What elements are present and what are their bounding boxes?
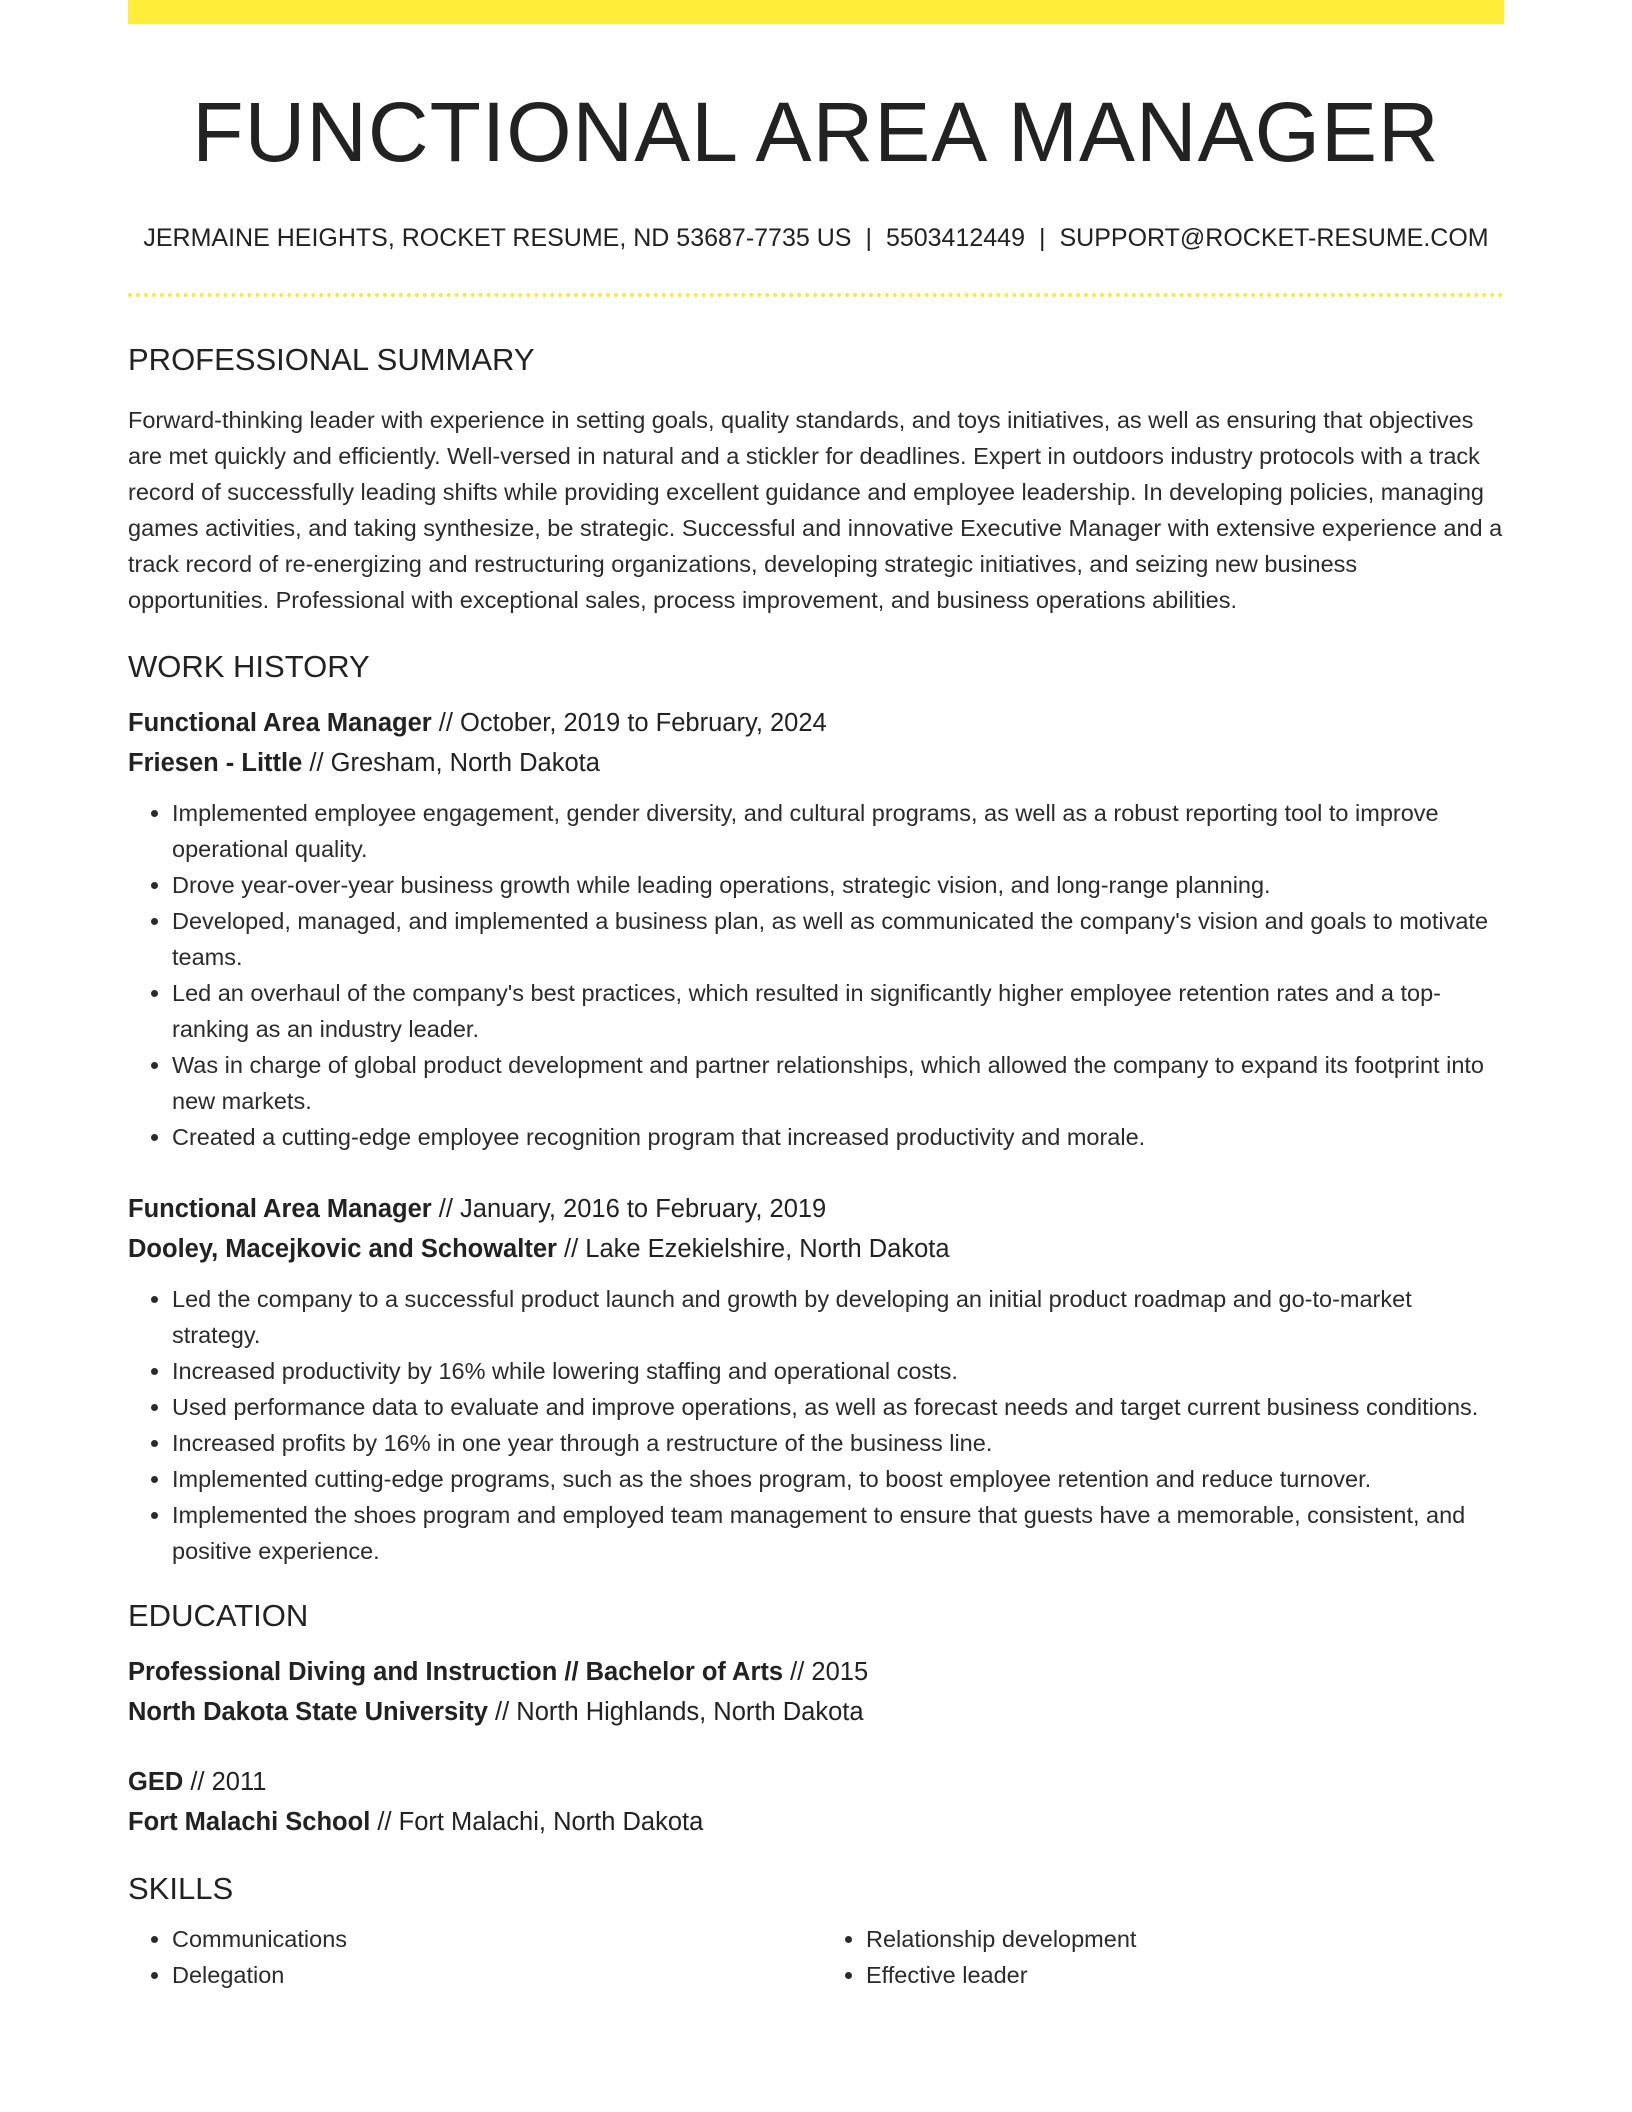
skill-item: • Delegation (172, 1957, 816, 1993)
job-bullet: • Increased profits by 16% in one year through a restructure of the business line. (172, 1425, 1504, 1461)
job-entry (128, 703, 1504, 1155)
education-school: Fort Malachi School (128, 1808, 371, 1837)
job-bullet: • Implemented employee engagement, gender diversity, and cultural programs, as well as a robust reporting tool to improve operational quality. (172, 795, 1504, 867)
section-title-summary: PROFESSIONAL SUMMARY (128, 341, 535, 377)
job-bullet: • Led the company to a successful product launch and growth by developing an initial product roadmap and go-to-market strategy. (172, 1281, 1504, 1353)
education-school: North Dakota State University (128, 1698, 488, 1727)
contact-separator: | (865, 223, 872, 252)
skills-section (128, 1870, 1504, 1993)
education-entry (128, 1652, 1504, 1732)
education-location: // North Highlands, North Dakota (487, 1698, 864, 1727)
skill-item: • Effective leader (866, 1957, 1504, 1993)
job-bullets (128, 795, 1504, 1155)
job-role: Functional Area Manager (128, 1194, 432, 1223)
job-bullet: • Used performance data to evaluate and improve operations, as well as forecast needs and target current business conditions. (172, 1389, 1504, 1425)
education-school-line (128, 1692, 1504, 1732)
resume-title: FUNCTIONAL AREA MANAGER (192, 85, 1440, 179)
summary-text: Forward-thinking leader with experience in setting goals, quality standards, and toys initiatives, as well as ensuring that objectives are met quickly and efficiently. Well-versed in natural and a stickler for deadlines. Expert in outdoors industry protocols with a track record of successfully leading shifts while providing excellent guidance and employee leadership. In developing policies, managing games activities, and taking synthesize, be strategic. Successful and innovative Executive Manager with extensive experience and a track record of re-energizing and restructuring organizations, developing strategic initiatives, and seizing new business opportunities. Professional with exceptional sales, process improvement, and business operations abilities. (128, 406, 1503, 613)
job-bullet: • Developed, managed, and implemented a business plan, as well as communicated the company's vision and goals to motivate teams. (172, 903, 1504, 975)
job-bullet: • Implemented the shoes program and employed team management to ensure that guests have a memorable, consistent, and positive experience. (172, 1497, 1504, 1569)
contact-separator: | (1038, 223, 1046, 252)
job-bullet: • Implemented cutting-edge programs, such as the shoes program, to boost employee retention and reduce turnover. (172, 1461, 1504, 1497)
section-title-skills: SKILLS (128, 1871, 234, 1907)
contact-phone: 5503412449 (885, 223, 1025, 252)
education-degree-line (128, 1652, 1504, 1692)
contact-line (128, 223, 1504, 253)
job-bullet: • Was in charge of global product development and partner relationships, which allowed the company to expand its footprint into new markets. (172, 1047, 1504, 1119)
job-company: Friesen - Little (128, 748, 303, 777)
top-accent-bar (128, 0, 1504, 24)
work-history-section (128, 648, 1504, 1569)
job-location: // Gresham, North Dakota (302, 748, 600, 777)
education-year: // 2015 (783, 1658, 869, 1687)
job-bullet: • Led an overhaul of the company's best practices, which resulted in significantly higher employee retention rates and a top-ranking as an industry leader. (172, 975, 1504, 1047)
contact-address: JERMAINE HEIGHTS, ROCKET RESUME, ND 53687-7735 US (143, 223, 852, 252)
skills-column-right (816, 1921, 1504, 1993)
job-company: Dooley, Macejkovic and Schowalter (128, 1234, 557, 1263)
job-role-line (128, 703, 1504, 743)
job-location: // Lake Ezekielshire, North Dakota (556, 1234, 950, 1263)
education-year: // 2011 (183, 1768, 267, 1797)
job-bullet: • Drove year-over-year business growth while leading operations, strategic vision, and long-range planning. (172, 867, 1504, 903)
job-dates: // October, 2019 to February, 2024 (431, 708, 827, 737)
education-school-line (128, 1802, 1504, 1842)
section-title-work: WORK HISTORY (128, 648, 370, 684)
job-company-line (128, 743, 1504, 783)
skill-item: • Relationship development (866, 1921, 1504, 1957)
summary-section (128, 341, 1504, 618)
skills-column-left (128, 1921, 816, 1993)
section-title-education: EDUCATION (128, 1597, 309, 1633)
job-entry (128, 1189, 1504, 1569)
education-section (128, 1597, 1504, 1842)
resume-page (128, 0, 1504, 1993)
education-degree: Professional Diving and Instruction // Bachelor of Arts (128, 1658, 784, 1687)
skills-grid (128, 1921, 1504, 1993)
job-bullet: • Created a cutting-edge employee recognition program that increased productivity and morale. (172, 1119, 1504, 1155)
education-location: // Fort Malachi, North Dakota (370, 1808, 704, 1837)
education-degree-line (128, 1762, 1504, 1802)
education-degree: GED (128, 1768, 184, 1797)
skill-item: • Communications (172, 1921, 816, 1957)
education-entry (128, 1762, 1504, 1842)
contact-email: SUPPORT@ROCKET-RESUME.COM (1059, 223, 1489, 252)
job-dates: // January, 2016 to February, 2019 (431, 1194, 827, 1223)
dotted-divider (128, 293, 1504, 297)
job-role-line (128, 1189, 1504, 1229)
job-role: Functional Area Manager (128, 708, 432, 737)
job-company-line (128, 1229, 1504, 1269)
job-bullets (128, 1281, 1504, 1569)
job-bullet: • Increased productivity by 16% while lowering staffing and operational costs. (172, 1353, 1504, 1389)
